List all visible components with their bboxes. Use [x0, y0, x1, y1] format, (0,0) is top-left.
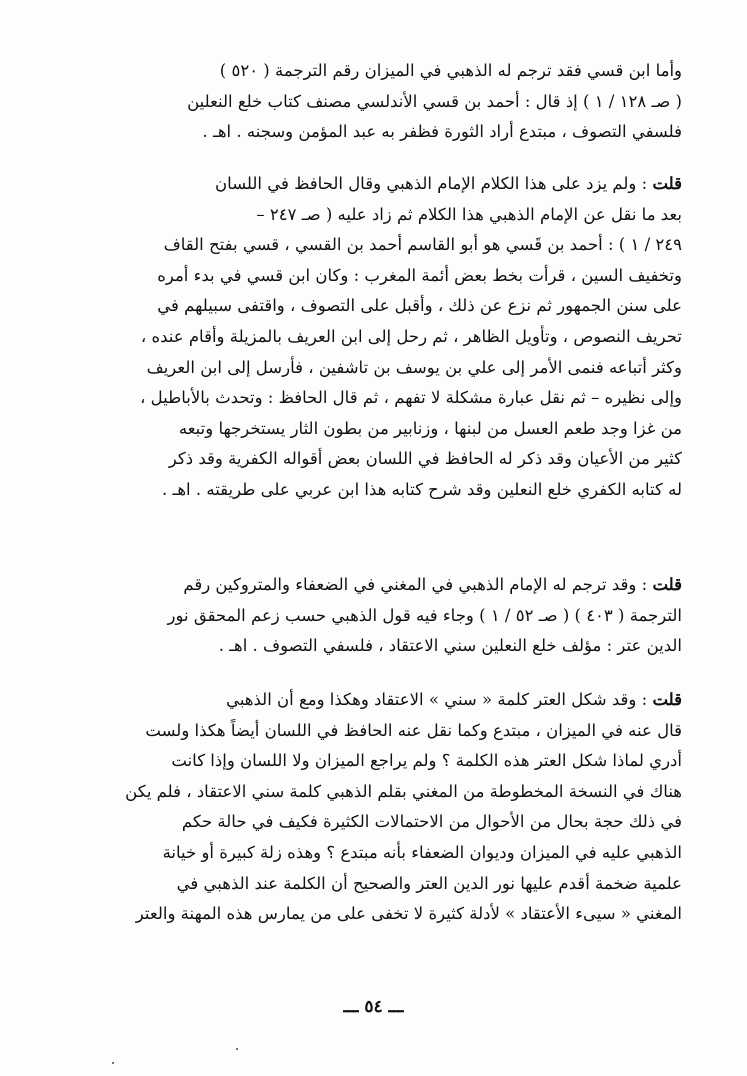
paragraph-line: أدري لماذا شكل العتر هذه الكلمة ؟ ولم يراجع الميزان ولا اللسان وإذا كانت [171, 751, 682, 771]
paragraph-line-text: : ولم يزد على هذا الكلام الإمام الذهبي وقال الحافظ في اللسان [215, 174, 653, 193]
paragraph-3 [76, 570, 682, 662]
paragraph-lead: قلت [652, 690, 682, 709]
paragraph-line-text: : وقد ترجم له الإمام الذهبي في المغني في الضعفاء والمتروكين رقم [183, 575, 653, 594]
paragraph-line: الدين عتر : مؤلف خلع النعلين سني الاعتقاد ، فلسفي التصوف . اهـ . [218, 636, 682, 656]
paragraph-4 [76, 685, 682, 930]
paragraph-line: وكثر أتباعه فنمى الأمر إلى علي بن يوسف بن تاشفين ، فأرسل إلى ابن العريف [146, 357, 682, 377]
paragraph-line [76, 570, 682, 601]
paragraph-line: من غزا وجد طعم العسل من لبنها ، وزنابير من بطون الثار يستخرجها وتبعه [178, 418, 682, 438]
paragraph-1 [76, 56, 682, 148]
paragraph-line: على سنن الجمهور ثم نزع عن ذلك ، وأقبل على التصوف ، واقتفى سبيلهم في [157, 296, 682, 316]
paragraph-line: فلسفي التصوف ، مبتدع أراد الثورة فظفر به عبد المؤمن وسجنه . اهـ . [202, 122, 682, 142]
scan-speck [112, 1062, 114, 1064]
paragraph-line: في ذلك حجة بحال من الأحوال من الاحتمالات الكثيرة فكيف في حالة حكم [181, 812, 682, 832]
paragraph-line: تحريف النصوص ، وتأويل الظاهر ، ثم رحل إلى ابن العريف بالمزيلة وأقام عنده ، [140, 326, 682, 346]
paragraph-line: قال عنه في الميزان ، مبتدع وكما نقل عنه الحافظ في اللسان أيضاً هكذا ولست [145, 720, 682, 740]
paragraph-line: بعد ما نقل عن الإمام الذهبي هذا الكلام ثم زاد عليه ( صـ ٢٤٧ – [256, 204, 682, 224]
paragraph-lead: قلت [652, 174, 682, 193]
paragraph-line [76, 685, 682, 716]
paragraph-line: الترجمة ( ٤٠٣ ) ( صـ ٥٢ / ١ ) وجاء فيه قول الذهبي حسب زعم المحقق نور [167, 605, 682, 625]
paragraph-line: وتخفيف السين ، قرأت بخط بعض أئمة المغرب : وكان ابن قسي في بدء أمره [157, 265, 682, 285]
paragraph-line: الذهبي عليه في الميزان وديوان الضعفاء بأنه مبتدع ؟ وهذه زلة كبيرة أو خيانة [162, 842, 682, 862]
paragraph-2 [76, 169, 682, 506]
paragraph-line: له كتابه الكفري خلع النعلين وقد شرح كتابه هذا ابن عربي على طريقته . اهـ . [162, 479, 682, 499]
paragraph-line: هناك في النسخة المخطوطة من المغني بقلم الذهبي كلمة سني الاعتقاد ، فلم يكن [125, 781, 682, 801]
page-number: ـــ ٥٤ ـــ [343, 997, 404, 1017]
paragraph-lead: قلت [652, 575, 682, 594]
paragraph-line: وأما ابن قسي فقد ترجم له الذهبي في الميزان رقم الترجمة ( ٥٢٠ ) [219, 61, 682, 80]
scan-speck [236, 1048, 238, 1050]
paragraph-line: علمية ضخمة أقدم عليها نور الدين العتر والصحيح أن الكلمة عند الذهبي في [176, 873, 682, 893]
paragraph-line-text: : وقد شكل العتر كلمة « سني » الاعتقاد وهكذا ومع أن الذهبي [226, 690, 653, 709]
paragraph-line: ٢٤٩ / ١ ) : أحمد بن قَسي هو أبو القاسم أحمد بن القسي ، قسي بفتح القاف [163, 235, 682, 255]
paragraph-line: ( صـ ١٢٨ / ١ ) إذ قال : أحمد بن قسي الأندلسي مصنف كتاب خلع النعلين [187, 91, 682, 111]
paragraph-line: كثير من الأعيان وقد ذكر له الحافظ في اللسان بعض أقواله الكفرية وقد ذكر [168, 449, 682, 469]
paragraph-line [76, 169, 682, 200]
paragraph-line: وإلى نظيره – ثم نقل عبارة مشكلة لا تفهم ، ثم قال الحافظ : وتحدث بالأباطيل ، [140, 388, 682, 408]
paragraph-line: المغني « سيىء الأعتقاد » لأدلة كثيرة لا تخفى على من يمارس هذه المهنة والعتر [135, 904, 682, 924]
